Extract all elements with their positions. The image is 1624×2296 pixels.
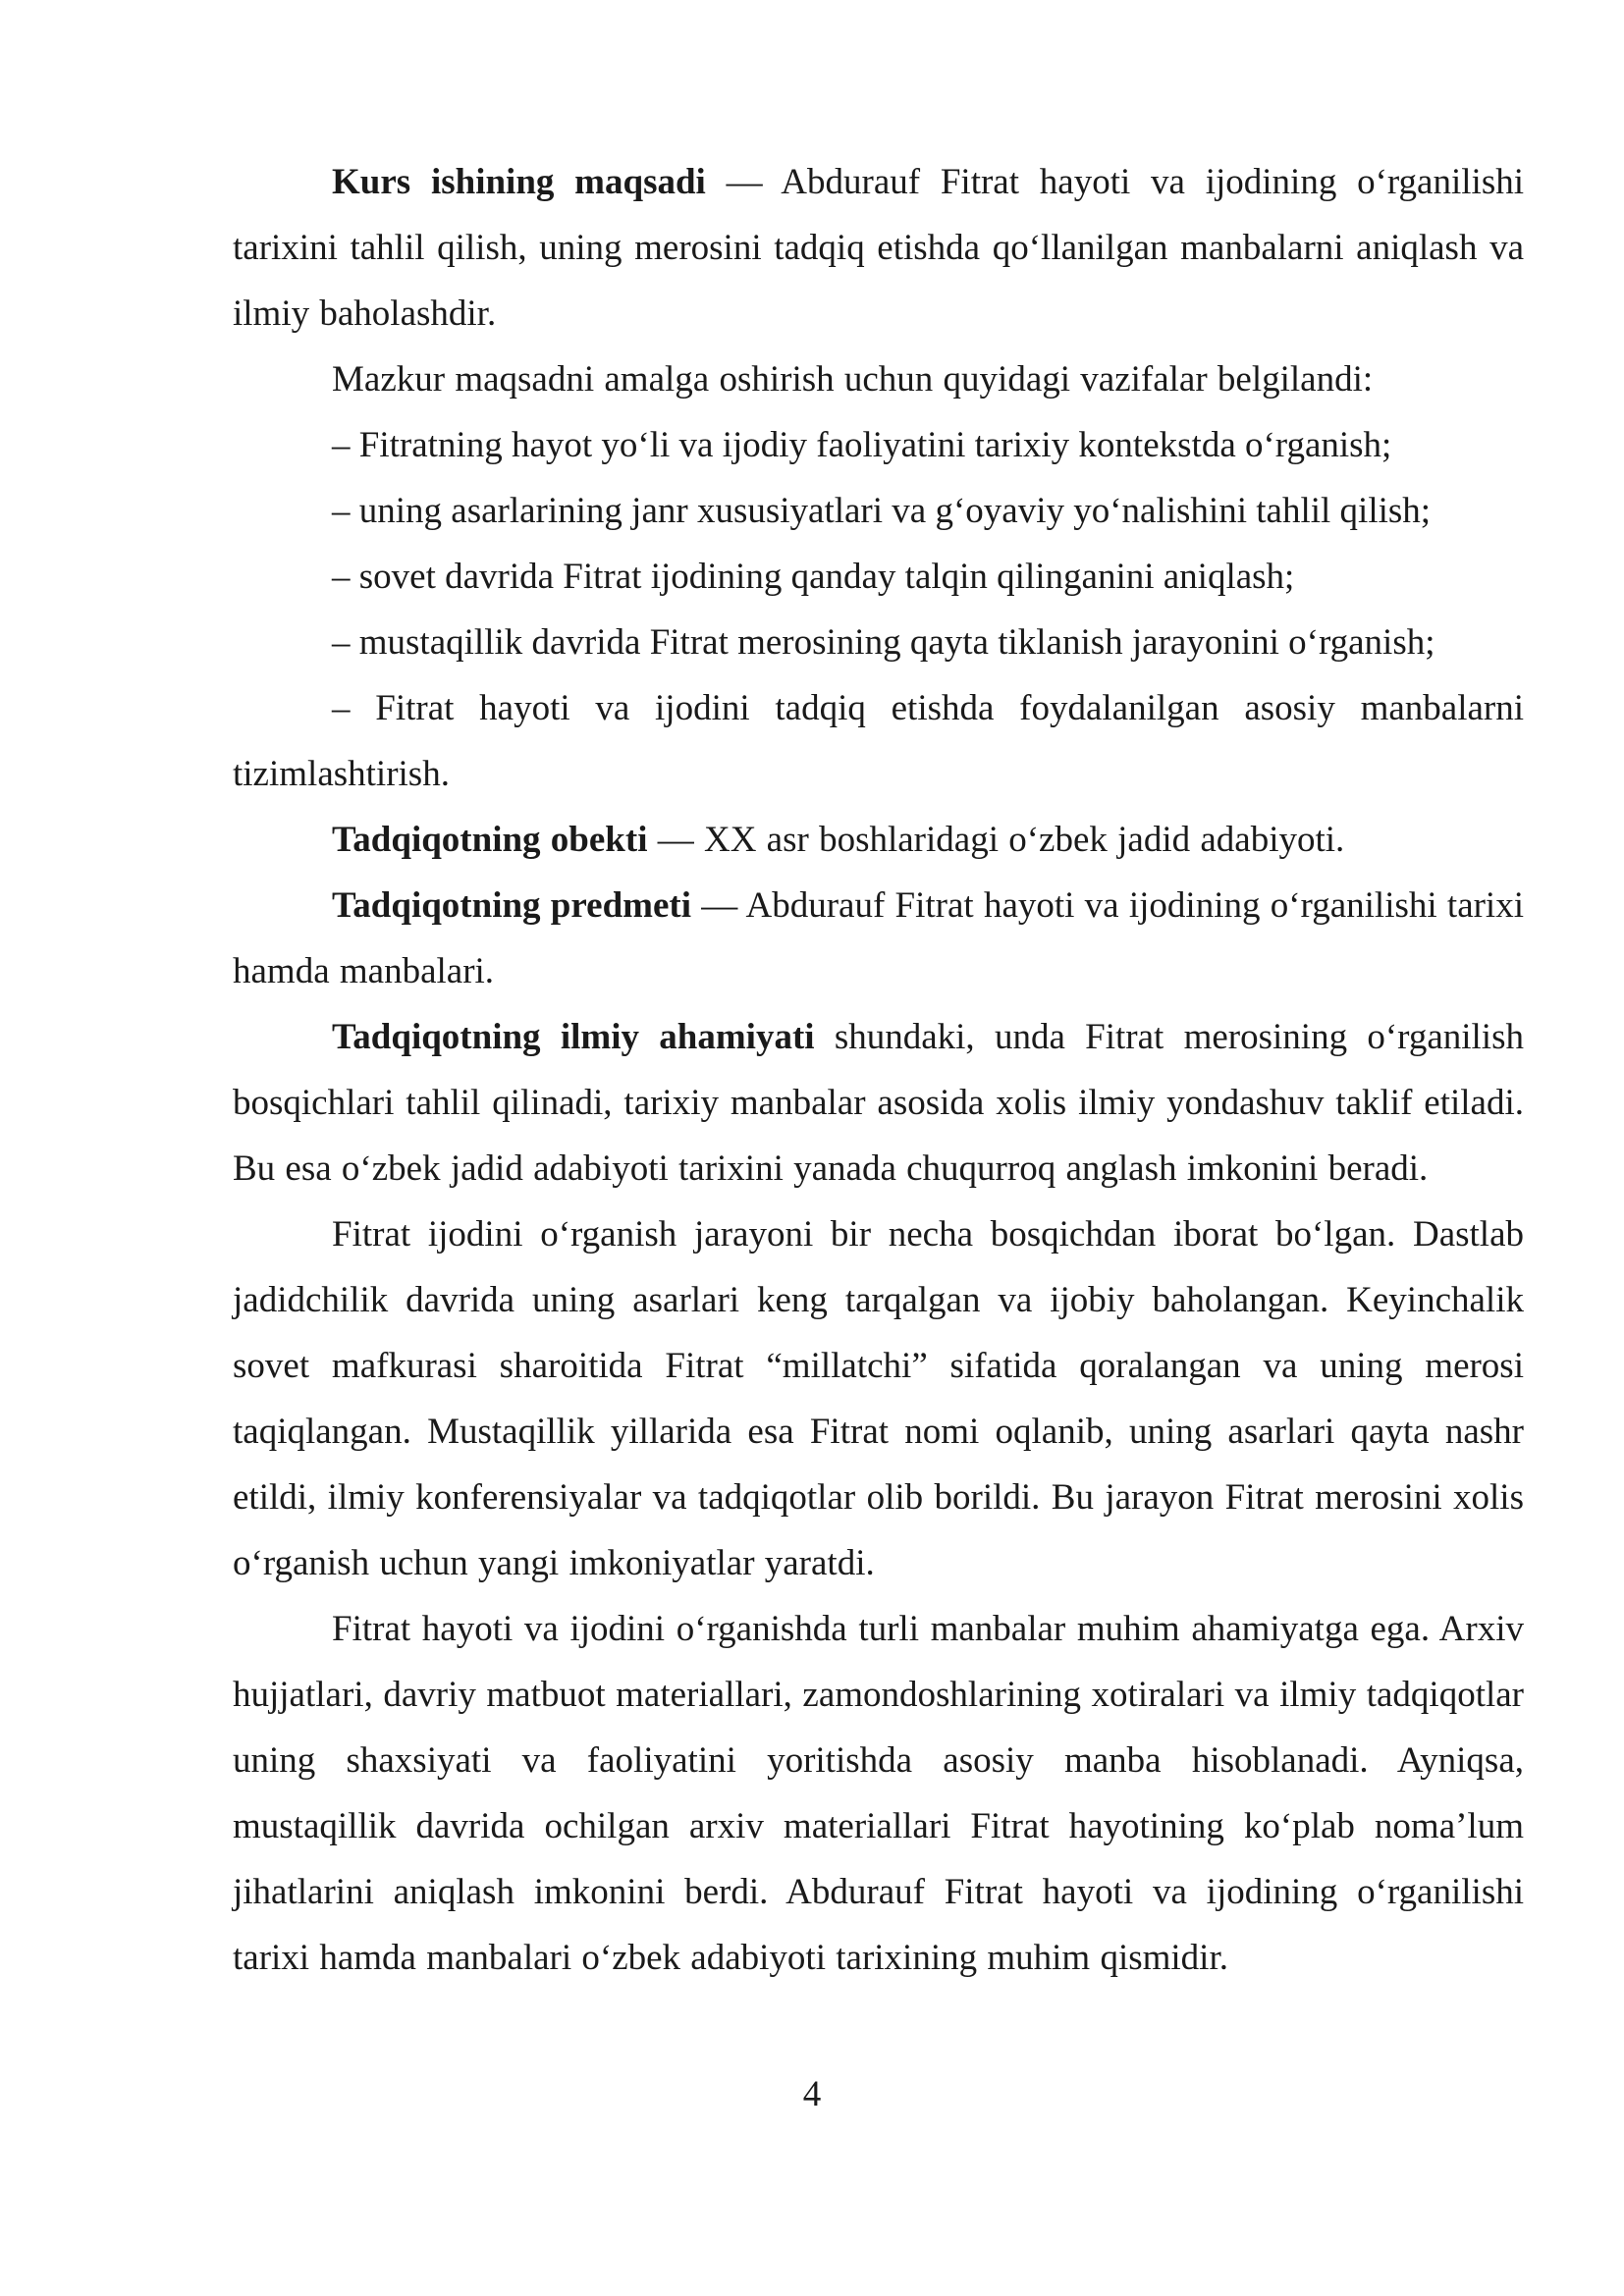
object-paragraph	[233, 807, 1524, 873]
significance-paragraph	[233, 1004, 1524, 1201]
subject-heading: Tadqiqotning predmeti	[332, 885, 691, 926]
task-item: – uning asarlarining janr xususiyatlari va g‘oyaviy yo‘nalishini tahlil qilish;	[332, 491, 1432, 531]
page-body	[233, 149, 1524, 1991]
goal-heading: Kurs ishining maqsadi	[332, 162, 706, 202]
body-paragraph: Fitrat ijodini o‘rganish jarayoni bir necha bosqichdan iborat bo‘lgan. Dastlab jadidchilik davrida uning asarlari keng tarqalgan va ijobiy baholangan. Keyinchalik sovet mafkurasi sharoitida Fitrat “millatchi” sifatida qoralangan va uning merosi taqiqlangan. Mustaqillik yillarida esa Fitrat nomi oqlanib, uning asarlari qayta nashr etildi, ilmiy konferensiyalar va tadqiqotlar olib borildi. Bu jarayon Fitrat merosini xolis o‘rganish uchun yangi imkoniyatlar yaratdi.	[233, 1214, 1524, 1583]
task-item: – sovet davrida Fitrat ijodining qanday talqin qilinganini aniqlash;	[332, 557, 1295, 597]
goal-text: — Abdurauf Fitrat hayoti va ijodining o‘rganilishi tarixini tahlil qilish, uning merosini tadqiq etishda qo‘llanilgan manbalarni aniqlash va ilmiy baholashdir.	[233, 162, 1524, 334]
subject-text: — Abdurauf Fitrat hayoti va ijodining o‘rganilishi tarixi hamda manbalari.	[233, 885, 1524, 991]
task-item: – mustaqillik davrida Fitrat merosining qayta tiklanish jarayonini o‘rganish;	[332, 622, 1435, 663]
significance-heading: Tadqiqotning ilmiy ahamiyati	[332, 1017, 815, 1057]
object-text: — XX asr boshlaridagi o‘zbek jadid adabiyoti.	[647, 820, 1345, 860]
object-heading: Tadqiqotning obekti	[332, 820, 648, 860]
task-item: – Fitratning hayot yo‘li va ijodiy faoliyatini tarixiy kontekstda o‘rganish;	[332, 425, 1392, 465]
goal-paragraph	[233, 149, 1524, 347]
task-item: – Fitrat hayoti va ijodini tadqiq etishda foydalanilgan asosiy manbalarni tizimlashtirish.	[233, 688, 1524, 794]
tasks-intro: Mazkur maqsadni amalga oshirish uchun quyidagi vazifalar belgilandi:	[332, 359, 1374, 400]
body-paragraph: Fitrat hayoti va ijodini o‘rganishda turli manbalar muhim ahamiyatga ega. Arxiv hujjatlari, davriy matbuot materiallari, zamondoshlarining xotiralari va ilmiy tadqiqotlar uning shaxsiyati va faoliyatini yoritishda asosiy manba hisoblanadi. Ayniqsa, mustaqillik davrida ochilgan arxiv materiallari Fitrat hayotining ko‘plab noma’lum jihatlarini aniqlash imkonini berdi. Abdurauf Fitrat hayoti va ijodining o‘rganilishi tarixi hamda manbalari o‘zbek adabiyoti tarixining muhim qismidir.	[233, 1609, 1524, 1978]
significance-text: shundaki, unda Fitrat merosining o‘rganilish bosqichlari tahlil qilinadi, tarixiy manbalar asosida xolis ilmiy yondashuv taklif etiladi. Bu esa o‘zbek jadid adabiyoti tarixini yanada chuqurroq anglash imkonini beradi.	[233, 1017, 1524, 1189]
subject-paragraph	[233, 873, 1524, 1004]
page-number: 4	[802, 2074, 822, 2114]
